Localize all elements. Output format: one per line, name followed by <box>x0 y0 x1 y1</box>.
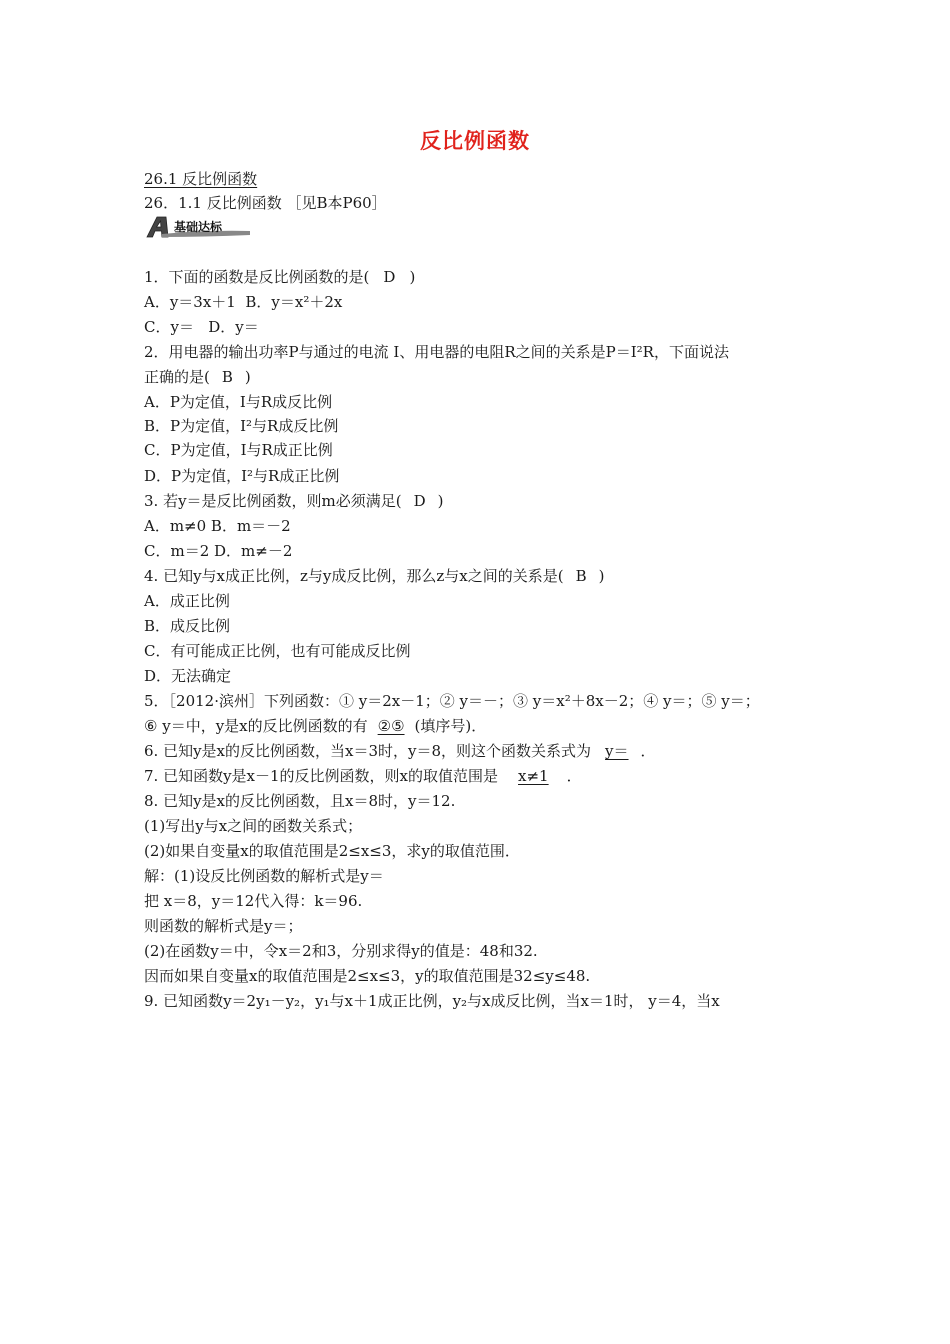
q4-option-b: B．成反比例 <box>144 617 231 635</box>
q6-stem-text: 6. 已知y是x的反比例函数，当x＝3时，y＝8，则这个函数关系式为 <box>144 742 592 760</box>
q1-option-d: D．y＝ <box>208 318 259 336</box>
q3-answer: D <box>413 492 426 510</box>
q2-option-d: D．P为定值，I²与R成正比例 <box>144 467 340 485</box>
q8-part2: (2)如果自变量x的取值范围是2≤x≤3，求y的取值范围． <box>144 842 520 860</box>
page-title: 反比例函数 <box>420 129 530 153</box>
q5-line2-text: ⑥ y＝中，y是x的反比例函数的有 <box>144 717 368 735</box>
q6-close: ． <box>640 742 656 760</box>
q1-close: ) <box>409 268 416 286</box>
q8-solution-line2: 把 x＝8，y＝12代入得：k＝96. <box>144 892 363 910</box>
q2-close: ) <box>244 368 251 386</box>
q3-options-ab: A．m≠0 B．m＝－2 <box>144 517 291 535</box>
q4-close: ) <box>598 567 605 585</box>
section-heading <box>144 170 291 188</box>
q4-option-c: C．有可能成正比例，也有可能成反比例 <box>144 642 411 660</box>
q1-options-cd <box>144 318 259 336</box>
q8-solution-line3: 则函数的解析式是y＝； <box>144 917 303 935</box>
q4-option-d: D．无法确定 <box>144 667 232 685</box>
q7-stem-text: 7. 已知函数y是x－1的反比例函数，则x的取值范围是 <box>144 767 499 785</box>
q8-part1: (1)写出y与x之间的函数关系式； <box>144 817 363 835</box>
q2-stem-text: 正确的是( <box>144 368 210 386</box>
q2-option-a: A．P为定值，I与R成反比例 <box>144 393 333 411</box>
badge-a-icon <box>144 215 252 239</box>
q7-close: ． <box>566 767 582 785</box>
q3-stem <box>144 492 444 510</box>
q6-stem <box>144 742 656 760</box>
q8-solution-line1: 解：(1)设反比例函数的解析式是y＝ <box>144 867 384 885</box>
q2-option-b: B．P为定值，I²与R成反比例 <box>144 417 339 435</box>
q2-stem-line1: 2．用电器的输出功率P与通过的电流 I、用电器的电阻R之间的关系是P＝I²R，下面说法 <box>144 343 729 361</box>
q1-stem-text: 1．下面的函数是反比例函数的是( <box>144 268 370 286</box>
q1-stem <box>144 268 415 286</box>
q4-stem <box>144 567 605 585</box>
q3-stem-text: 3. 若y＝是反比例函数，则m必须满足( <box>144 492 402 510</box>
q1-options-ab <box>144 293 342 311</box>
q4-option-a: A．成正比例 <box>144 592 230 610</box>
q1-option-b: B．y＝x²＋2x <box>245 293 343 311</box>
q2-answer: B <box>221 368 233 386</box>
q3-options-cd: C．m＝2 D．m≠－2 <box>144 542 293 560</box>
q4-answer: B <box>575 567 587 585</box>
q8-stem: 8. 已知y是x的反比例函数，且x＝8时，y＝12. <box>144 792 456 810</box>
q5-line2-post: (填序号)． <box>414 717 487 735</box>
q8-solution-line5: 因而如果自变量x的取值范围是2≤x≤3，y的取值范围是32≤y≤48. <box>144 967 591 985</box>
q3-close: ) <box>437 492 444 510</box>
q1-option-c: C．y＝ <box>144 318 194 336</box>
q1-option-a: A．y＝3x＋1 <box>144 293 236 311</box>
q1-answer: D <box>383 268 396 286</box>
section-heading-text: 26.1 反比例函数 <box>144 170 258 188</box>
q5-line1: 5．［2012·滨州］下列函数：① y＝2x－1；② y＝－；③ y＝x²＋8x－2；④ y＝；⑤ y＝； <box>144 692 760 710</box>
q7-answer: x≠1 <box>518 767 549 785</box>
subsection-heading: 26．1.1 反比例函数 ［见B本P60］ <box>144 194 387 212</box>
q2-stem-line2 <box>144 368 251 386</box>
q7-stem <box>144 767 582 785</box>
q2-option-c: C．P为定值，I与R成正比例 <box>144 441 333 459</box>
q8-solution-line4: (2)在函数y＝中，令x＝2和3，分别求得y的值是：48和32. <box>144 942 538 960</box>
q5-line2 <box>144 717 486 735</box>
badge-text: 基础达标 <box>174 220 223 234</box>
q5-answer: ②⑤ <box>377 717 405 735</box>
q4-stem-text: 4. 已知y与x成正比例，z与y成反比例，那么z与x之间的关系是( <box>144 567 564 585</box>
basic-level-badge <box>144 215 252 239</box>
q9-stem: 9. 已知函数y＝2y₁－y₂，y₁与x＋1成正比例，y₂与x成反比例，当x＝1时， y＝4，当x <box>144 992 720 1010</box>
q6-answer: y＝ <box>605 742 629 760</box>
